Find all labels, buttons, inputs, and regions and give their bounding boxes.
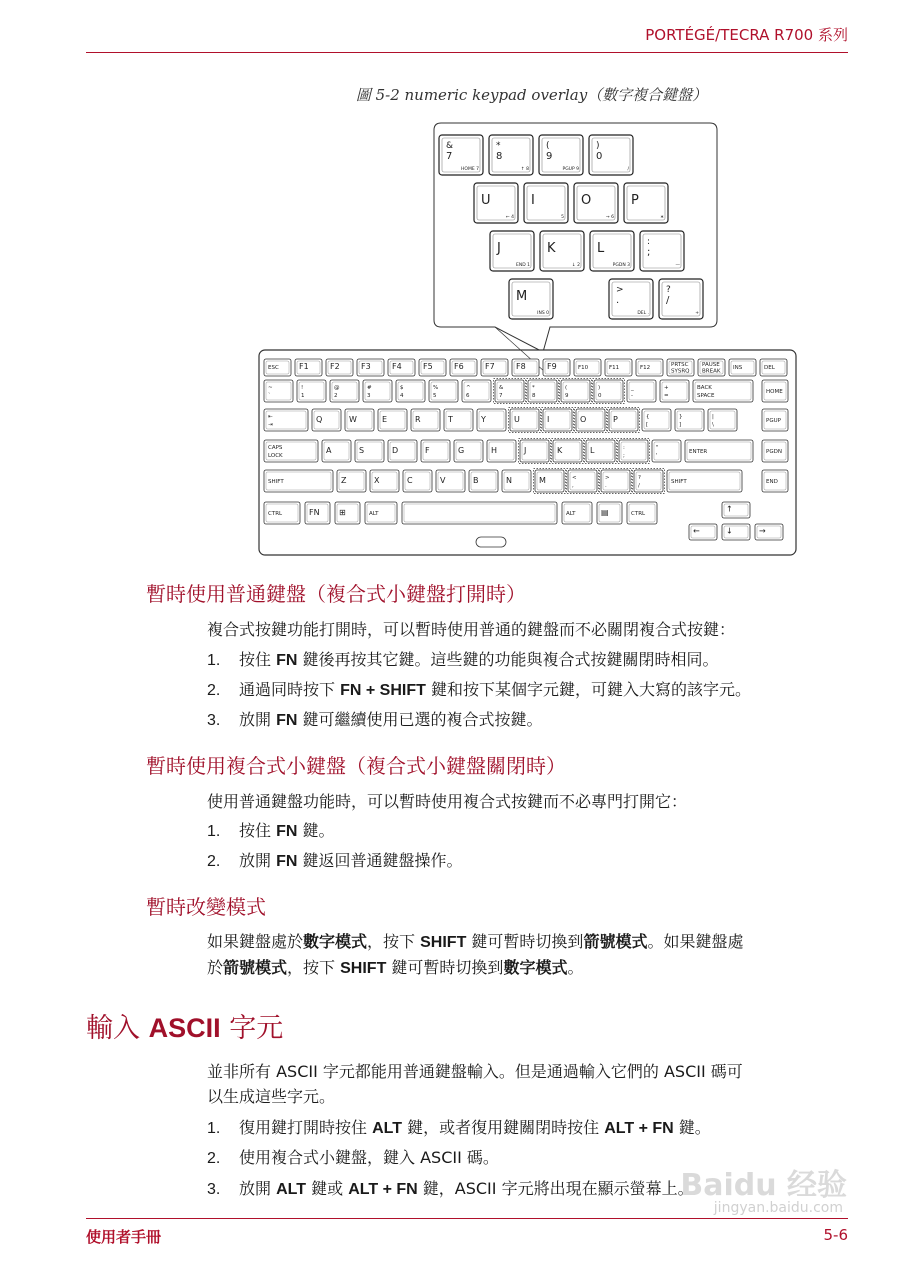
fn-key [512, 359, 539, 376]
fn-key [419, 359, 446, 376]
zoom-key-sub: ← 4 [505, 215, 514, 220]
key-label: 4 [400, 393, 404, 400]
zoom-key [574, 183, 618, 223]
key-label: ⇤ [268, 414, 273, 421]
letter-key [388, 440, 417, 462]
letter-key [370, 470, 399, 492]
zoom-key-sub: END 1 [516, 263, 530, 268]
arrow-up-key [722, 502, 750, 518]
key-label: Q [316, 415, 323, 425]
letter-key [552, 439, 584, 464]
zoom-key [490, 231, 534, 271]
key-label: F3 [361, 362, 371, 372]
key-label: V [440, 476, 446, 486]
letter-key [642, 409, 671, 431]
key-label: F7 [485, 362, 495, 372]
watermark-url: jingyan.baidu.com [713, 1200, 843, 1216]
letter-key [487, 440, 516, 462]
key-label: BACK [697, 385, 712, 392]
zoom-key-top: ) [596, 141, 600, 151]
key-label: Z [341, 476, 347, 486]
key-label: N [506, 476, 512, 486]
key-label: P [613, 415, 618, 425]
key-label: PGUP [766, 418, 781, 425]
key-label: ' [656, 453, 658, 460]
list-number: 1. [207, 652, 221, 669]
key-label: " [656, 445, 659, 452]
key-label: / [638, 483, 640, 490]
key-label: 2 [334, 393, 338, 400]
key-label: [ [646, 422, 649, 429]
zoom-key-sub: PGUP 9 [562, 167, 579, 172]
zoom-key-sub: DEL . [637, 311, 649, 316]
fn-key [388, 359, 415, 376]
chapter-heading-ascii: 輸入 ASCII 字元 [86, 1013, 284, 1044]
zoom-key [590, 231, 634, 271]
key-label: \ [712, 422, 714, 429]
zoom-key [489, 135, 533, 175]
key-label: 5 [433, 393, 437, 400]
number-key [660, 380, 689, 402]
footer-rule [86, 1218, 848, 1219]
zoom-key-sub: ↑ 8 [520, 167, 529, 172]
key-label: F8 [516, 362, 526, 372]
zoom-key-sub: PGDN 3 [612, 263, 630, 268]
key-label: 7 [499, 393, 503, 400]
modifier-key [597, 502, 622, 524]
key-label: ALT [566, 511, 576, 518]
key-label: < [572, 475, 577, 482]
list-number: 3. [207, 712, 221, 729]
zoom-key [509, 279, 553, 319]
modifier-key [264, 502, 300, 524]
letter-key [600, 469, 632, 494]
zoom-key-main: L [597, 241, 605, 256]
fn-key [698, 359, 725, 376]
zoom-key-top: ? [666, 285, 671, 295]
list-item: 3. 放開 ALT 鍵或 ALT + FN 鍵，ASCII 字元將出現在顯示螢幕上。 [207, 1176, 847, 1202]
section2-intro: 使用普通鍵盤功能時，可以暫時使用複合式按鍵而不必專門打開它： [207, 792, 688, 811]
number-key [429, 380, 458, 402]
key-label: 6 [466, 393, 470, 400]
fn-key [605, 359, 632, 376]
key-label: ENTER [689, 449, 708, 456]
shift-left-key [264, 470, 333, 492]
number-key [363, 380, 392, 402]
shift-right-key [667, 470, 742, 492]
key-label: . [605, 483, 607, 490]
key-label: ; [623, 453, 625, 460]
zoom-key-main: . [616, 295, 620, 306]
fn-key [295, 359, 322, 376]
backspace-key [693, 380, 753, 402]
letter-key [542, 408, 574, 433]
key-label: J [524, 446, 527, 456]
zoom-key-main: K [547, 241, 556, 256]
key-label: + [664, 385, 669, 392]
zoom-key-sub: INS 0 [537, 311, 549, 316]
key-label: M [539, 476, 546, 486]
letter-key [444, 409, 473, 431]
letter-key [411, 409, 440, 431]
letter-key [421, 440, 450, 462]
key-label: ? [638, 475, 641, 482]
zoom-key [589, 135, 633, 175]
key-label: PRTSC [671, 362, 689, 369]
letter-key [652, 440, 681, 462]
key-label: , [572, 483, 574, 490]
key-label: DEL [764, 365, 775, 372]
key-label: ↓ [726, 526, 733, 536]
zoom-key-sub: / [627, 167, 629, 172]
fn-key [729, 359, 756, 376]
letter-key [502, 470, 531, 492]
key-label: E [382, 415, 388, 425]
key-label: ` [268, 393, 271, 400]
fn-key [264, 359, 291, 376]
number-key [593, 379, 625, 404]
section-heading-mode: 暫時改變模式 [146, 895, 266, 919]
key-label: CAPS [268, 445, 283, 452]
end-key [762, 470, 788, 492]
key-label: SHIFT [268, 479, 284, 486]
letter-key [345, 409, 374, 431]
key-label: ] [679, 422, 682, 429]
zoom-key-sub: HOME 7 [461, 167, 479, 172]
zoom-key [539, 135, 583, 175]
letter-key [312, 409, 341, 431]
fn-key [481, 359, 508, 376]
home-key [762, 380, 788, 402]
caps-lock-key [264, 440, 318, 462]
key-label: G [458, 446, 465, 456]
number-key [527, 379, 559, 404]
zoom-key-main: 8 [496, 151, 503, 162]
letter-key [355, 440, 384, 462]
key-label: ALT [369, 511, 379, 518]
fn-key [543, 359, 570, 376]
key-label: ⇥ [268, 422, 273, 429]
fn-key [636, 359, 663, 376]
keyboard-figure [255, 120, 800, 560]
key-label: SHIFT [671, 479, 687, 486]
list-item: 1. 按住 FN 鍵。 [207, 818, 847, 844]
zoom-key [640, 231, 684, 271]
running-header: PORTÉGÉ/TECRA R700 系列 [645, 26, 848, 44]
key-label: A [326, 446, 332, 456]
key-label: CTRL [631, 511, 646, 518]
key-label: % [433, 385, 439, 392]
arrow-down-key [722, 524, 750, 540]
key-label: 3 [367, 393, 371, 400]
letter-key [378, 409, 407, 431]
key-label: ( [565, 385, 568, 392]
key-label: K [557, 446, 563, 456]
key-label: F1 [299, 362, 309, 372]
list-item: 2. 使用複合式小鍵盤，鍵入 ASCII 碼。 [207, 1145, 847, 1171]
key-label: 9 [565, 393, 569, 400]
number-key [462, 380, 491, 402]
figure-caption: 圖 5-2 numeric keypad overlay（數字複合鍵盤） [355, 86, 708, 104]
key-label: ← [693, 526, 700, 536]
number-key [627, 380, 656, 402]
list-item: 1. 復用鍵打開時按住 ALT 鍵，或者復用鍵關閉時按住 ALT + FN 鍵。 [207, 1115, 847, 1141]
fn-key [760, 359, 787, 376]
zoom-key-main: M [516, 289, 528, 304]
list-item: 1. 按住 FN 鍵後再按其它鍵。這些鍵的功能與複合式按鍵關閉時相同。 [207, 647, 847, 673]
modifier-key [305, 502, 330, 524]
zoom-key-top: > [616, 285, 624, 295]
key-label: 8 [532, 393, 536, 400]
fn-key [450, 359, 477, 376]
key-label: FN [309, 508, 320, 518]
section1-intro: 複合式按鍵功能打開時，可以暫時使用普通的鍵盤而不必關閉複合式按鍵： [207, 620, 736, 639]
letter-key [403, 470, 432, 492]
zoom-key-sub: ∗ [660, 215, 664, 220]
modifier-key [402, 502, 557, 524]
key-label: T [448, 415, 453, 425]
key-label: ! [301, 385, 304, 392]
key-label: > [605, 475, 610, 482]
zoom-key [540, 231, 584, 271]
key-label: X [374, 476, 380, 486]
fn-key [667, 359, 694, 376]
zoom-key-main: 0 [596, 151, 603, 162]
key-label: F2 [330, 362, 340, 372]
key-label: 0 [598, 393, 602, 400]
zoom-key-sub: 5 [561, 215, 564, 220]
key-label: S [359, 446, 365, 456]
list-number: 3. [207, 1181, 221, 1198]
key-label: LOCK [268, 453, 283, 460]
key-label: ) [598, 385, 601, 392]
key-label: F4 [392, 362, 402, 372]
key-label: F9 [547, 362, 557, 372]
section-heading-temp-normal: 暫時使用普通鍵盤（複合式小鍵盤打開時） [146, 582, 526, 606]
key-label: _ [631, 385, 634, 392]
key-label: L [590, 446, 595, 456]
number-key [494, 379, 526, 404]
key-label: & [499, 385, 504, 392]
fn-key [326, 359, 353, 376]
key-label: PAUSE [702, 362, 720, 369]
list-item: 3. 放開 FN 鍵可繼續使用已選的複合式按鍵。 [207, 707, 847, 733]
key-label: = [664, 393, 669, 400]
zoom-key-main: U [481, 193, 491, 208]
footer-manual-title: 使用者手冊 [86, 1228, 162, 1246]
list-item: 2. 通過同時按下 FN + SHIFT 鍵和按下某個字元鍵，可鍵入大寫的該字元。 [207, 677, 847, 703]
zoom-key [609, 279, 653, 319]
key-label: ^ [466, 385, 471, 392]
key-label: U [514, 415, 520, 425]
zoom-key-main: O [581, 193, 592, 208]
zoom-key-main: J [497, 241, 501, 256]
zoom-key-top: ( [546, 141, 550, 151]
section-heading-temp-overlay: 暫時使用複合式小鍵盤（複合式小鍵盤關閉時） [146, 754, 566, 778]
zoom-key-sub: ↓ 2 [571, 263, 580, 268]
modifier-key [365, 502, 397, 524]
zoom-key-sub: + [695, 311, 699, 316]
key-label: F11 [609, 365, 620, 372]
key-label: R [415, 415, 421, 425]
zoom-key-main: P [631, 193, 639, 208]
list-number: 2. [207, 853, 221, 870]
key-label: SPACE [697, 393, 715, 400]
zoom-key-main: I [531, 193, 535, 208]
key-label: B [473, 476, 479, 486]
letter-key [337, 470, 366, 492]
zoom-key [524, 183, 568, 223]
header-rule [86, 52, 848, 53]
key-label: F12 [640, 365, 651, 372]
zoom-key-main: ; [647, 247, 651, 258]
key-label: * [532, 385, 535, 392]
key-label: F10 [578, 365, 589, 372]
list-number: 1. [207, 823, 221, 840]
number-key [396, 380, 425, 402]
enter-key [685, 440, 753, 462]
key-label: SYSRQ [671, 368, 690, 375]
zoom-key [624, 183, 668, 223]
key-label: { [646, 414, 650, 421]
letter-key [585, 439, 617, 464]
key-label: @ [334, 385, 340, 392]
modifier-key [627, 502, 657, 524]
page-number: 5-6 [823, 1226, 848, 1244]
zoom-key-main: 9 [546, 151, 553, 162]
list-number: 1. [207, 1120, 221, 1137]
touchpad-bar [476, 537, 506, 547]
number-key [264, 380, 293, 402]
zoom-key-top: : [647, 237, 651, 247]
list-number: 2. [207, 1150, 221, 1167]
letter-key [608, 408, 640, 433]
key-label: C [407, 476, 413, 486]
letter-key [675, 409, 704, 431]
key-label: ▤ [601, 508, 609, 518]
arrow-left-key [689, 524, 717, 540]
key-label: ESC [268, 365, 279, 372]
number-key [297, 380, 326, 402]
key-label: } [679, 414, 683, 421]
key-label: ↑ [726, 504, 733, 514]
key-label: F6 [454, 362, 464, 372]
section4-intro: 並非所有 ASCII 字元都能用普通鍵盤輸入。但是通過輸入它們的 ASCII 碼可 以生成這些字元。 [207, 1062, 743, 1106]
key-label: 1 [301, 393, 305, 400]
modifier-key [562, 502, 592, 524]
letter-key [322, 440, 351, 462]
zoom-key-main: 7 [446, 151, 453, 162]
key-label: O [580, 415, 587, 425]
key-label: W [349, 415, 357, 425]
pgup-key [762, 409, 788, 431]
letter-key [509, 408, 541, 433]
list-item: 2. 放開 FN 鍵返回普通鍵盤操作。 [207, 848, 847, 874]
arrow-right-key [755, 524, 783, 540]
key-label: END [766, 479, 778, 486]
letter-key [477, 409, 506, 431]
section3-paragraph: 如果鍵盤處於數字模式，按下 SHIFT 鍵可暫時切換到箭號模式。如果鍵盤處 於箭號模式，按下 SHIFT 鍵可暫時切換到數字模式。 [207, 932, 744, 977]
letter-key [618, 439, 650, 464]
key-label: I [547, 415, 550, 425]
list-number: 2. [207, 682, 221, 699]
zoom-key [659, 279, 703, 319]
letter-key [469, 470, 498, 492]
key-label: # [367, 385, 372, 392]
fn-key [574, 359, 601, 376]
letter-key [436, 470, 465, 492]
number-key [330, 380, 359, 402]
key-label: : [623, 445, 625, 452]
key-label: HOME [766, 389, 783, 396]
zoom-key-top: & [446, 141, 454, 151]
key-label: → [759, 526, 766, 536]
tab-key [264, 409, 308, 431]
modifier-key [335, 502, 360, 524]
letter-key [454, 440, 483, 462]
key-label: - [631, 393, 633, 400]
letter-key [534, 469, 566, 494]
key-label: F5 [423, 362, 433, 372]
zoom-key-sub: — [675, 263, 680, 268]
number-key [560, 379, 592, 404]
key-label: ~ [268, 385, 273, 392]
key-label: INS [733, 365, 743, 372]
key-label: PGDN [766, 449, 782, 456]
key-label: BREAK [702, 368, 721, 375]
key-label: CTRL [268, 511, 283, 518]
key-label: $ [400, 385, 404, 392]
key-label: ⊞ [339, 508, 346, 518]
letter-key [519, 439, 551, 464]
letter-key [575, 408, 607, 433]
key-label: D [392, 446, 399, 456]
fn-key [357, 359, 384, 376]
key-label: F [425, 446, 430, 456]
letter-key [567, 469, 599, 494]
watermark-brand: Baidu 经验 [680, 1168, 847, 1203]
key-label: H [491, 446, 498, 456]
letter-key [633, 469, 665, 494]
zoom-key [439, 135, 483, 175]
key-label: | [712, 414, 714, 421]
zoom-key-main: / [666, 295, 670, 306]
key-label: Y [481, 415, 486, 425]
pgdn-key [762, 440, 788, 462]
letter-key [708, 409, 737, 431]
zoom-key [474, 183, 518, 223]
zoom-key-sub: → 6 [605, 215, 614, 220]
zoom-key-top: * [496, 141, 501, 151]
